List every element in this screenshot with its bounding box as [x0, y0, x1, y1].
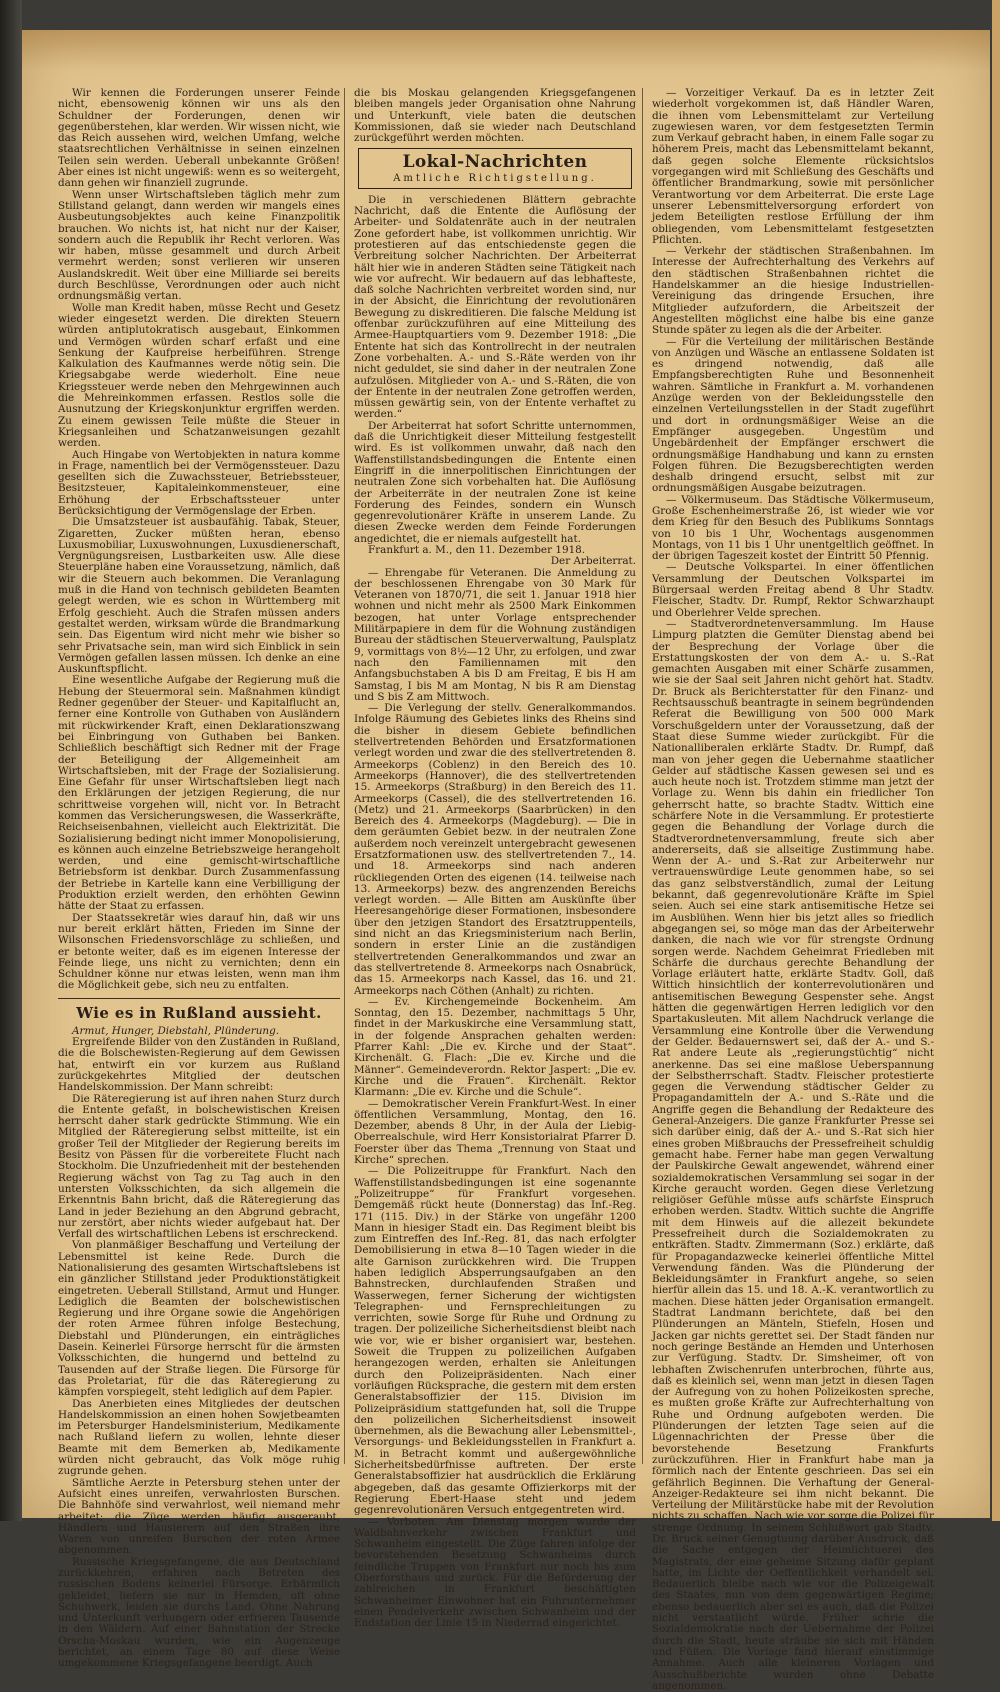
paper-stain [22, 30, 990, 70]
signature: Der Arbeiterrat. [550, 555, 636, 568]
paragraph: Die in verschiedenen Blättern gebrachte Nachricht, daß die Entente die Auflösung der Arbeiter- und Soldatenräte auch in der neutralen Zone gefordert habe, ist vollkommen unrichtig. Wir protestieren auf das entschiedenste gegen die Verbreitung solcher Nachrichten. Der Arbeiterrat hält hier wie in anderen Städten seine Tätigkeit nach wie vor aufrecht. Wir bedauern auf das lebhafteste, daß solche Nachrichten verbreitet worden sind, nur in der Absicht, die Einrichtung der revolutionären Bewegung zu diskreditieren. Die falsche Meldung ist offenbar zurückzuführen auf eine Mitteilung des Armee-Hauptquartiers vom 9. Dezember 1918: „Die Entente hat sich das Kontrollrecht in der neutralen Zone vorbehalten. A.- und S.-Räte werden von ihr nicht geduldet, sie sind daher in der neutralen Zone aufzulösen. Mitglieder von A.- und S.-Räten, die von der Entente in der neutralen Zone getroffen werden, müssen gewärtig sein, von der Entente verhaftet zu werden.“ [354, 193, 636, 421]
paragraph: — Stadtverordnetenversammlung. Im Hause Limpurg platzten die Gemüter Dienstag abend bei der Besprechung der Vorlage über die Erstattungskosten der von dem A.- u. S.-Rat gemachten Ausgaben mit einer Schärfe zusammen, wie sie der Saal seit Jahren nicht gehört hat. Stadtv. Dr. Bruck als Berichterstatter für den Finanz- und Rechtsausschuß beantragte in seinem begründenden Referat die Bewilligung von 500 000 Mark Vorschußgeldern unter der Voraussetzung, daß der Staat diese Summe wieder zurückgibt. Für die Nationalliberalen erklärte Stadtv. Dr. Rumpf, daß man von jeher gegen die Uebernahme staatlicher Gelder auf städtische Kassen gewesen sei und es auch heute noch ist. Trotzdem stimme man jetzt der Vorlage zu. Wenn bis dahin ein friedlicher Ton geherrscht hatte, so brachte Stadtv. Wittich eine schärfere Note in die Versammlung. Er protestierte gegen die Behandlung der Vorlage durch die Stadtverordnetenversammlung, freute sich aber andererseits, daß sie allseitige Zustimmung habe. Wenn der A.- und S.-Rat zur Arbeiterwehr nur vertrauenswürdige Leute genommen habe, so sei das ganz selbstverständlich, zumal der Leitung bekannt, daß gegenrevolutionäre Kräfte im Spiel seien. Auch sei eine stark antisemitische Hetze sei im Ausblühen. Wenn hier bis jetzt alles so friedlich abgegangen sei, so möge man das der Arbeiterwehr danken, die nach wie vor für strengste Ordnung sorgen werde. Nachdem Geheimrat Friedleben mit Schärfe die durchaus gerechte Behandlung der Vorlage erläutert hatte, erklärte Stadtv. Goll, daß Wittich hinsichtlich der konterrevolutionären und antisemitischen Bewegung Gespenster sehe. Angst hätten die gegenwärtigen Herren lediglich vor den Spartakusleuten. Mit allem Nachdruck verlange die Versammlung eine Kontrolle über die Verwendung der Gelder. Bedauernswert sei, daß der A.- und S.-Rat andere Leute als „regierungstüchtig“ nicht anerkenne. Das sei eine maßlose Ueberspannung der Selbstherrschaft. Stadtv. Fleischer protestierte gegen die Verwendung städtischer Gelder zu Propagandamitteln der A.- und S.-Räte und die Angriffe gegen die Behandlung der Redakteure des General-Anzeigers. Die ganze Frankfurter Presse sei sich darüber einig, daß der A.- und S.-Rat sich hier eines groben Mißbrauchs der Pressefreiheit schuldig gemacht habe. Ferner habe man gegen Verwaltung der Paulskirche Gewalt angewendet, während einer sozialdemokratischen Versammlung sei sogar in der Kirche geraucht worden. Gegen diese Verletzung religiöser Gefühle müsse aufs schärfste Einspruch erhoben werden. Stadtv. Wittich suchte die Angriffe mit dem Hinweis auf die allezeit bekundete Pressefreiheit durch die Sozialdemokraten zu entkräften. Stadtv. Zimmermann (Soz.) erklärte, daß für Propagandazwecke keinerlei öffentliche Mittel Verwendung fänden. Was die Plünderung der Bekleidungsämter in Frankfurt angehe, so seien hierfür allein das 15. und 18. A.-K. verantwortlich zu machen. Diese hätten jeder Organisation ermangelt. Stadtrat Landmann berichtete, daß bei den Plünderungen an Mänteln, Stiefeln, Hosen und Jacken gar nichts gerettet sei. Der Stadt fänden nur noch geringe Bestände an Hemden und Unterhosen zur Verfügung. Stadtv. Dr. Simsheimer, oft von lebhaften Zwischenrufen unterbrochen, führte aus, daß es kleinlich sei, wenn man jetzt in diesen Tagen der Aufregung von zu hohen Polizeikosten spreche, es mußten große Kräfte zur Aufrechterhaltung von Ruhe und Ordnung aufgeboten werden. Die Plünderungen der letzten Tage seien auf die Lügennachrichten der Presse über die bevorstehende Besetzung Frankfurts zurückzuführen. Hier in Frankfurt habe man ja förmlich nach der Entente geschrieen. Das sei ein gefährlich Beginnen. Die Verhaftung der General-Anzeiger-Redakteure sei ihm nicht bekannt. Die Verteilung der Militärstücke habe mit der Revolution nichts zu schaffen. Nach wie vor sorge die Polizei für strenge Ordnung. In seinem Schlußwort gab Stadtv. Dr. Bruck seiner Genugtuung darüber Ausdruck, daß die Sache entgegen der Heimlichtuerei des Magistrats, der eine geheime Sitzung dafür geplant hatte, im Lichte der Oeffentlichkeit verhandelt sei. Bedauerlich bleibe nach wie vor die Polizeigewalt des Staates, nun von dem gegenwärtigen Regime; ebenso bedauerlich aber sei es auch, daß die Polizei nicht verstaatlicht würde. Früher schrie die Sozialdemokratie nach der Uebernahme der Polizei durch die Stadt, heute sträube sie sich mit Händen und Füßen. Die Vorlage fand hierauf einstimmige Annahme. Auch alle kleineren Vorlagen und Ausschußberichte wurden ohne Debatte angenommen. [652, 617, 934, 1692]
newspaper-page [22, 30, 990, 1692]
page-edge-right [992, 0, 1000, 1521]
paragraph: — Die Polizeitruppe für Frankfurt. Nach den Waffenstillstandsbedingungen ist eine sogenannte „Polizeitruppe“ für Frankfurt vorgesehen. Demgemäß rückt heute (Donnerstag) das Inf.-Reg. 171 (115. Div.) in der Stärke von ungefähr 1200 Mann in hiesiger Stadt ein. Das Regiment bleibt bis zum Eintreffen des Inf.-Reg. 81, das nach erfolgter Demobilisierung in etwa 8—10 Tagen wieder in die alte Garnison zurückkehren wird. Die Truppen haben lediglich Absperrungsaufgaben an den Bahnstrecken, durchlaufenden Straßen und Wasserwegen, ferner Sicherung der wichtigsten Telegraphen- und Fernsprechleitungen zu verrichten, sowie Sorge für Ruhe und Ordnung zu tragen. Der polizeiliche Sicherheitsdienst bleibt nach wie vor, wie er bisher organisiert war, bestehen. Soweit die Truppen zu polizeilichen Aufgaben herangezogen werden, erhalten sie Anleitungen durch den Polizeipräsidenten. Nach einer vorläufigen Rücksprache, die gestern mit dem ersten Generalstabsoffizier der 115. Division im Polizeipräsidium stattgefunden hat, soll die Truppe den polizeilichen Sicherheitsdienst insoweit übernehmen, als die Bewachung aller Lebensmittel-, Versorgungs- und Bekleidungsstellen in Frankfurt a. M. in Betracht kommt und außergewöhnliche Sicherheitsbedürfnisse auftreten. Der erste Generalstabsoffizier hat ausdrücklich die Erklärung abgegeben, daß das gesamte Offizierkorps mit der Regierung Ebert-Haase steht und jedem gegenrevolutionären Versuch entgegentreten wird. [354, 1165, 636, 1517]
binding-edge [0, 0, 22, 1521]
section-subtitle: Amtliche Richtigstellung. [393, 173, 597, 185]
paragraph: — Völkermuseum. Das Städtische Völkermuseum, Große Eschenheimerstraße 26, ist wieder wie vor dem Krieg für den Besuch des Publikums Sonntags von 10 bis 1 Uhr, Wochentags ausgenommen Montags, von 11 bis 1 Uhr unentgeltlich geöffnet. In der übrigen Tageszeit kostet der Eintritt 50 Pfennig. [652, 493, 934, 563]
article-subheadline: Armut, Hunger, Diebstahl, Plünderung. [72, 1024, 280, 1037]
paragraph: — Verkehr der städtischen Straßenbahnen. Im Interesse der Aufrechterhaltung des Verkehrs auf den städtischen Straßenbahnen richtet die Handelskammer an die hiesige Industriellen-Vereinigung das dringende Ersuchen, ihre Mitglieder aufzufordern, die Arbeitszeit der Angestellten möglichst eine halbe bis eine ganze Stunde später zu legen als die der Arbeiter. [652, 245, 934, 337]
paragraph: — Ev. Kirchengemeinde Bockenheim. Am Sonntag, den 15. Dezember, nachmittags 5 Uhr, findet in der Markuskirche eine Versammlung statt, in der folgende Ansprachen gehalten werden: Pfarrer Kahl: „Die ev. Kirche und der Staat“. Kirchenält. G. Flach: „Die ev. Kirche und die Männer“. Gemeindeverordn. Rektor Jaspert: „Die ev. Kirche und die Frauen“. Kirchenält. Rektor Klarmann: „Die ev. Kirche und die Schule“. [354, 995, 636, 1099]
paragraph: — Deutsche Volkspartei. In einer öffentlichen Versammlung der Deutschen Volkspartei im Bürgersaal werden Freitag abend 8 Uhr Stadtv. Fleischer, Stadtv. Dr. Rumpf, Rektor Schwarzhaupt und Oberlehrer Velde sprechen. [652, 561, 934, 619]
paragraph: Wir kennen die Forderungen unserer Feinde nicht, ebensowenig können wir uns als den Schuldner der Forderungen, denen wir gegenüberstehen, klar werden. Wir wissen nicht, wie das Reich aussehen wird, welchen Umfang, welche staatsrechtlichen Verhältnisse in seinen einzelnen Teilen sein werden. Ueberall unbekannte Größen! Aber eines ist nicht ungewiß: wenn es so weitergeht, dann gehen wir finanziell zugrunde. [58, 87, 340, 190]
paragraph: Auch Hingabe von Wertobjekten in natura komme in Frage, namentlich bei der Vermögenssteuer. Dazu gesellten sich die Zuwachssteuer, Betriebssteuer, Besitzsteuer, Kapitaleinkommensteuer, eine Erhöhung der Erbschaftssteuer unter Berücksichtigung der Vermögenslage der Erben. [58, 448, 340, 517]
article-headline: Wie es in Rußland aussieht. [76, 1003, 322, 1022]
section-title: Lokal-Nachrichten [402, 152, 588, 173]
paragraph: — Vorboten. Am Dienstag morgen wurde der Waldbahnverkehr zwischen Frankfurt und Schwanheim eingestellt. Die Züge fahren infolge der bevorstehenden Besetzung Schwanheims durch feindliche Truppen von Frankfurt nur noch bis zum Oberforsthaus und zurück. Für die Beförderung der zahlreichen in Frankfurt beschäftigten Schwanheimer Einwohner hat ein Fuhrunternehmer einen Pendelverkehr zwischen Schwanheim und der Endstation der Linie 15 in Niederrad eingerichtet. [354, 1515, 636, 1630]
paragraph: Wolle man Kredit haben, müsse Recht und Gesetz wieder eingesetzt werden. Die direkten Steuern würden antiplutokratisch ausgebaut, Einkommen und Vermögen würden scharf erfaßt und eine Senkung der Kaufpreise herbeiführen. Strenge Kalkulation des Kaufmannes werde nötig sein. Die Kriegsabgabe werde wiederholt. Eine neue Kriegssteuer werde neben den Mehrgewinnen auch die Mehreinkommen erfassen. Restlos solle die Ausnutzung der Kriegskonjunktur ergriffen werden. Zu einem gewissen Teile müßte die Steuer in Kriegsanleihen und Schatzanweisungen gezahlt werden. [58, 301, 340, 450]
column-rule-1 [344, 88, 345, 1464]
dateline: Frankfurt a. M., den 11. Dezember 1918. [368, 543, 586, 556]
paragraph: Ergreifende Bilder von den Zuständen in Rußland, die die Bolschewisten-Regierung auf dem Gewissen hat, entwirft ein vor kurzem aus Rußland zurückgekehrtes Mitglied der deutschen Handelskommission. Der Mann schreibt: [58, 1036, 340, 1094]
column-rule-2 [642, 88, 643, 1464]
column-2 [354, 88, 636, 1629]
paragraph: Wenn unser Wirtschaftsleben täglich mehr zum Stillstand gelangt, dann werden wir mangels eines Ausbeutungsobjektes auch keine Finanzpolitik brauchen. Wo nichts ist, hat nicht nur der Kaiser, sondern auch die Republik ihr Recht verloren. Was wir haben, müsse gesammelt und durch Arbeit vermehrt werden; sonst verlieren wir unseren Auslandskredit. Weit über eine Milliarde sei bereits durch Beschlüsse, Verordnungen oder auch nicht ordnungsmäßig vertan. [58, 188, 340, 303]
paragraph: — Demokratischer Verein Frankfurt-West. In einer öffentlichen Versammlung, Montag, den 16. Dezember, abends 8 Uhr, in der Aula der Liebig-Oberrealschule, wird Herr Konsistorialrat Pfarrer D. Foerster über das Thema „Trennung von Staat und Kirche“ sprechen. [354, 1097, 636, 1167]
paragraph: Russische Kriegsgefangene, die aus Deutschland zurückkehren, erfahren nach Betreten des russischen Bodens keinerlei Fürsorge. Erbärmlich gekleidet, liefern sie nur in Hemden, oft ohne Schuhwerk, leiden sie durchs Land. Ohne Nahrung und Unterkunft verhungern oder erfrieren Tausende in den Wäldern. Auf einer Bahnstation der Strecke Orscha-Moskau wurden, wie ein Augenzeuge berichtet, an einem Tage 80 auf diese Weise umgekommene Kriegsgefangene beerdigt. Auch [58, 1555, 340, 1670]
paragraph: die bis Moskau gelangenden Kriegsgefangenen bleiben mangels jeder Organisation ohne Nahrung und Unterkunft, viele baten die deutschen Kommissionen, daß sie wieder nach Deutschland zurückgeführt werden möchten. [354, 87, 636, 145]
paragraph: Das Anerbieten eines Mitgliedes der deutschen Handelskommission an einen hohen Sowjetbeamten im Petersburger Handelsministerium, Medikamente nach Rußland liefern zu wollen, lehnte dieser Beamte mit dem Bemerken ab, Medikamente würden nicht gebraucht, das Volk möge ruhig zugrunde gehen. [58, 1397, 340, 1478]
paragraph: Eine wesentliche Aufgabe der Regierung muß die Hebung der Steuermoral sein. Maßnahmen kündigt Redner gegenüber der Steuer- und Kapitalflucht an, ferner eine Kontrolle von Guthaben von Ausländern mit rückwirkender Kraft, einen Deklarationszwang bei Einbringung von Guthaben bei Banken. Schließlich beschäftigt sich Redner mit der Frage der Beteiligung der Allgemeinheit am Wirtschaftsleben, mit der Frage der Sozialisierung. Eine Gefahr für unser Wirtschaftsleben liegt nach den Erklärungen der jetzigen Regierung, die nur schrittweise vorgehen will, nicht vor. In Betracht kommen das Versicherungswesen, die Wasserkräfte, Reichseisenbahnen, vielleicht auch Elektrizität. Die Sozialisierung bedingt nicht immer Monopolisierung, es können auch einzelne Betriebszweige herangeholt werden, und eine gemischt-wirtschaftliche Betriebsform ist denkbar. Durch Zusammenfassung der Betriebe in Kartelle kann eine Verbilligung der Produktion erzielt werden, den erhöhten Gewinn hätte der Staat zu erfassen. [58, 674, 340, 913]
paragraph: Die Räteregierung ist auf ihren nahen Sturz durch die Entente gefaßt, in bolschewistischen Kreisen herrscht daher stark gedrückte Stimmung. Wie ein Mitglied der Räteregierung selbst mitteilte, ist ein großer Teil der Mitglieder der Regierung bereits im Besitz von Pässen für die vorbereitete Flucht nach Stockholm. Die Unzufriedenheit mit der bestehenden Regierung wächst von Tag zu Tag auch in den untersten Volksschichten, da sich allgemein die Erkenntnis Bahn bricht, daß die Räteregierung das Land in jeder Beziehung an den Abgrund gebracht, nur zerstört, aber nichts wieder aufgebaut hat. Der Verfall des wirtschaftlichen Lebens ist erschreckend. [58, 1092, 340, 1241]
paragraph: — Ehrengabe für Veteranen. Die Anmeldung zu der beschlossenen Ehrengabe von 30 Mark für Veteranen von 1870/71, die seit 1. Januar 1918 hier wohnen und nicht mehr als 2500 Mark Einkommen bezogen, hat unter Vorlage entsprechender Militärpapiere in dem für die Wohnung zuständigen Bureau der städtischen Steuerverwaltung, Paulsplatz 9, vormittags von 8½—12 Uhr, zu erfolgen, und zwar nach den Familiennamen mit den Anfangsbuchstaben A bis D am Freitag, E bis H am Samstag, I bis M am Montag, N bis R am Dienstag und S bis Z am Mittwoch. [354, 566, 636, 703]
paragraph: — Für die Verteilung der militärischen Bestände von Anzügen und Wäsche an entlassene Soldaten ist es dringend notwendig, daß alle Empfangsberechtigten Ruhe und Besonnenheit wahren. Sämtliche in Frankfurt a. M. vorhandenen Anzüge werden von der Bekleidungsstelle den einzelnen Verteilungsstellen in der Stadt zugeführt und dort in ordnungsmäßiger Weise an die Empfänger ausgegeben. Ungestüm und Ungebärdenheit der Empfänger erschwert die ordnungsmäßige Handhabung und kann zu ernsten Folgen führen. Die Bezugsberechtigten werden deshalb dringend ersucht, selbst mit zur ordnungsmäßigen Ausgabe beizutragen. [652, 335, 934, 495]
paragraph: — Die Verlegung der stellv. Generalkommandos. Infolge Räumung des Gebietes links des Rheins sind die bisher in diesem Gebiete befindlichen stellvertretenden Behörden und Ersatzformationen verlegt worden und zwar die des stellvertretenden 8. Armeekorps (Coblenz) in den Bereich des 10. Armeekorps (Hannover), die des stellvertretenden 15. Armeekorps (Straßburg) in den Bereich des 11. Armeekorps (Cassel), die des stellvertretenden 16. (Metz) und 21. Armeekorps (Saarbrücken) in den Bereich des 4. Armeekorps (Magdeburg). — Die in dem geräumten Gebiet bezw. in der neutralen Zone außerdem noch vereinzelt untergebracht gewesenen Ersatzformationen usw. des stellvertretenden 7., 14. und 18. Armeekorps sind nach anderen rückliegenden Orten des eigenen (14. teilweise nach 13. Armeekorps) bezw. des angrenzenden Bereichs verlegt worden. — Alle Bitten am Auskünfte über Heeresangehörige dieser Formationen, insbesondere über den jetzigen Standort des Ersatztruppenteils, sind nicht an das Kriegsministerium nach Berlin, sondern in erster Linie an die zuständigen stellvertretenden Generalkommandos und zwar an das stellvertretende 8. Armeekorps nach Osnabrück, das 15. Armeekorps nach Kassel, das 16. und 21. Armeekorps nach Cöthen (Anhalt) zu richten. [354, 702, 636, 997]
paragraph: Der Arbeiterrat hat sofort Schritte unternommen, daß die Unrichtigkeit dieser Mitteilung festgestellt wird. Es ist vollkommen unwahr, daß nach den Waffenstillstandsbedingungen die Entente einen Eingriff in die innerpolitischen Einrichtungen der neutralen Zone sich vorbehalten hat. Die Auflösung der Arbeiterräte in der neutralen Zone ist keine Forderung des Feindes, sondern ein Wunsch gegenrevolutionärer Kräfte in unserem Lande. Zu diesen Zwecke werden dem Feinde Forderungen angedichtet, die er niemals aufgestellt hat. [354, 419, 636, 545]
paragraph: — Vorzeitiger Verkauf. Da es in letzter Zeit wiederholt vorgekommen ist, daß Händler Waren, die ihnen vom Lebensmittelamt zur Verteilung zugewiesen waren, vor dem festgesetzten Termin zum Verkauf gebracht haben, in einem Falle sogar zu höherem Preis, macht das Lebensmittelamt bekannt, daß gegen solche Elemente rücksichtslos vorgegangen wird mit Schließung des Geschäfts und öffentlicher Brandmarkung, sowie mit persönlicher Verantwortung vor dem Arbeiterrat. Die erste Lage unserer Lebensmittelversorgung erfordert von jedem Beteiligten restlose Erfüllung der ihm obliegenden, vom Lebensmittelamt festgesetzten Pflichten. [652, 87, 934, 246]
paragraph: Die Umsatzsteuer ist ausbaufähig. Tabak, Steuer, Zigaretten, Zucker müßten heran, ebenso Luxusmobiliar, Luxuswohnungen, Luxusdienerschaft, Vergnügungsreisen, Lustbarkeiten usw. Alle diese Steuerpläne haben eine Voraussetzung, nämlich, daß wir die Steuern auch bekommen. Die Veranlagung muß in die Hand von technisch gebildeten Beamten gelegt werden, wie es schon in Württemberg mit Erfolg geschieht. Auch die Strafen müssen anders gestaltet werden, wirksam würde die Brandmarkung sein. Das Eigentum wird nicht mehr wie bisher so sehr Privatsache sein, man wird sich Einblick in sein Vermögen gefallen lassen müssen. Ich denke an eine Auskunftspflicht. [58, 516, 340, 676]
section-divider [58, 998, 340, 999]
column-1 [58, 88, 340, 1670]
column-3 [652, 88, 934, 1692]
paragraph: Sämtliche Aerzte in Petersburg stehen unter der Aufsicht eines unreifen, verwahrlosten Burschen. Die Bahnhöfe sind verwahrlost, weil niemand mehr arbeitet; die Züge werden häufig ausgeraubt, Händlern und Hausierern auf den Straßen ihre Waren von unreifen Burschen der roten Armee abgenommen. [58, 1476, 340, 1557]
paragraph: Von planmäßiger Beschaffung und Verteilung der Lebensmittel ist keine Rede. Durch die Nationalisierung des gesamten Wirtschaftslebens ist ein gänzlicher Stillstand jeder Produktionstätigkeit eingetreten. Ueberall Stillstand, Armut und Hunger. Lediglich die Beamten der bolschewistischen Regierung und ihre Organe sowie die Angehörigen der roten Armee führen infolge Bestechung, Diebstahl und Plünderungen, ein einträgliches Dasein. Keinerlei Fürsorge herrscht für die ärmsten Volksschichten, die hungernd und bettelnd zu Tausenden auf der Straße liegen. Die Fürsorge für das Proletariat, für die das Räteregierung zu kämpfen vorspiegelt, steht lediglich auf dem Papier. [58, 1239, 340, 1399]
section-header-box [358, 148, 632, 188]
paragraph: Der Staatssekretär wies darauf hin, daß wir uns nur bereit erklärt hätten, Frieden im Sinne der Wilsonschen Friedensvorschläge zu schließen, und er betonte weiter, daß es im eigenen Interesse der Feinde liege, uns nicht zu vernichten; denn ein Schuldner könne nur etwas leisten, wenn man ihm die Möglichkeit gebe, sich neu zu entfalten. [58, 911, 340, 992]
